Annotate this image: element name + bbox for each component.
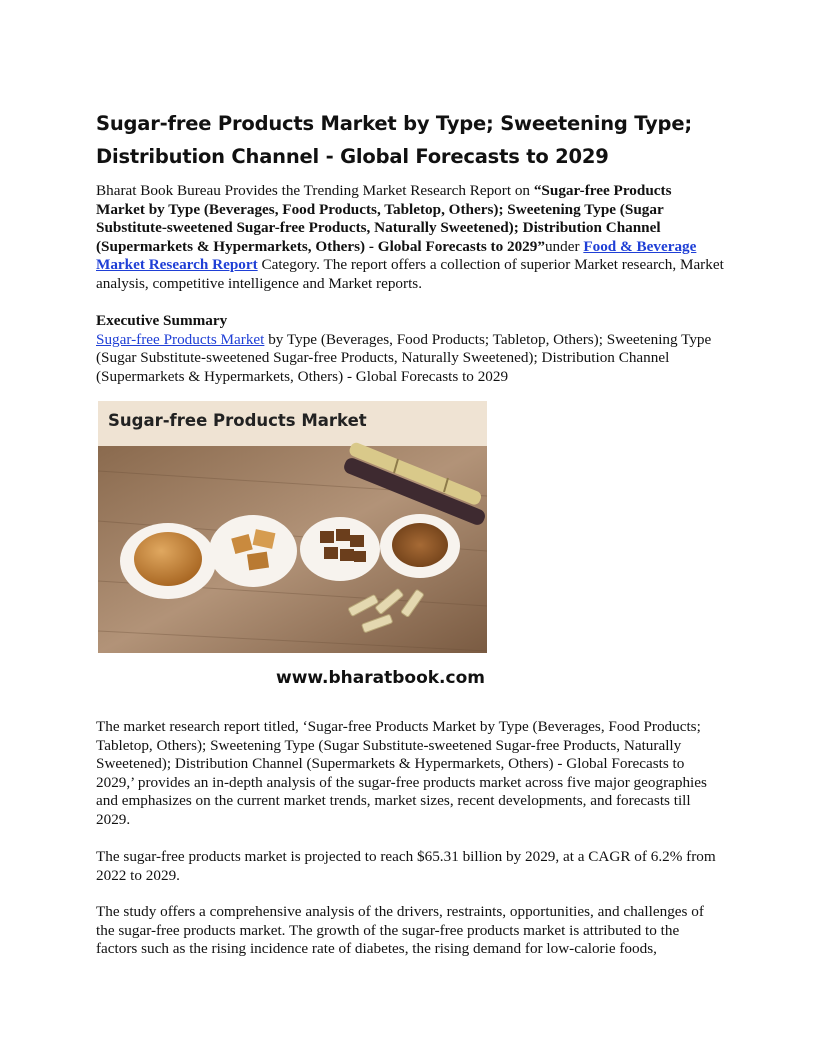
category-link[interactable]: Food & Beverage Market Research Report (96, 237, 697, 274)
report-name: “Sugar-free Products Market by Type (Beverages, Food Products, Tabletop, Others); Sweetening Type (Sugar Substitute-sweetened Sugar-free Products, Naturally Sweetened); Distribution Channel (Supermarkets & Hypermarkets, Others) - Global Forecasts to 2029” (96, 182, 672, 255)
executive-summary-heading: Executive Summary (96, 312, 228, 329)
intro-lead: Bharat Book Bureau Provides the Trending Market Research Report on (96, 182, 534, 199)
executive-summary (96, 312, 724, 386)
intro-tail: Category. The report offers a collection of superior Market research, Market analysis, competitive intelligence and Market reports. (96, 256, 724, 292)
banner-title: Sugar-free Products Market (108, 411, 367, 430)
document-title: Sugar-free Products Market by Type; Sweetening Type; Distribution Channel - Global Forecasts to 2029 (96, 112, 692, 169)
report-banner-image (98, 401, 487, 699)
intro-paragraph (96, 182, 724, 294)
market-link[interactable]: Sugar-free Products Market (96, 330, 265, 348)
executive-summary-text: by Type (Beverages, Food Products; Tabletop, Others); Sweetening Type (Sugar Substitute-sweetened Sugar-free Products, Naturally Sweetened); Distribution Channel (Supermarkets & Hypermarkets, Others) - Global Forecasts to 2029 (96, 330, 712, 385)
intro-under: under (544, 237, 584, 255)
paragraph-study-analysis: The study offers a comprehensive analysis of the drivers, restraints, opportunities, and challenges of the sugar-free products market. The growth of the sugar-free products market is attributed to the factors such as the rising incidence rate of diabetes, the rising demand for low-calorie foods, (96, 903, 704, 958)
website-label: www.bharatbook.com (276, 668, 485, 688)
paragraph-report-overview: The market research report titled, ‘Sugar-free Products Market by Type (Beverages, Food Products; Tabletop, Others); Sweetening Type (Sugar Substitute-sweetened Sugar-free Products, Naturally Sweetened); Distribution Channel (Supermarkets & Hypermarkets, Others) - Global Forecasts to 2029,’ provides an in-depth analysis of the sugar-free products market across five major geographies and emphasizes on the current market trends, market sizes, recent developments, and forecasts till 2029. (96, 718, 707, 828)
paragraph-market-projection: The sugar-free products market is projected to reach $65.31 billion by 2029, at a CAGR of 6.2% from 2022 to 2029. (96, 848, 716, 884)
